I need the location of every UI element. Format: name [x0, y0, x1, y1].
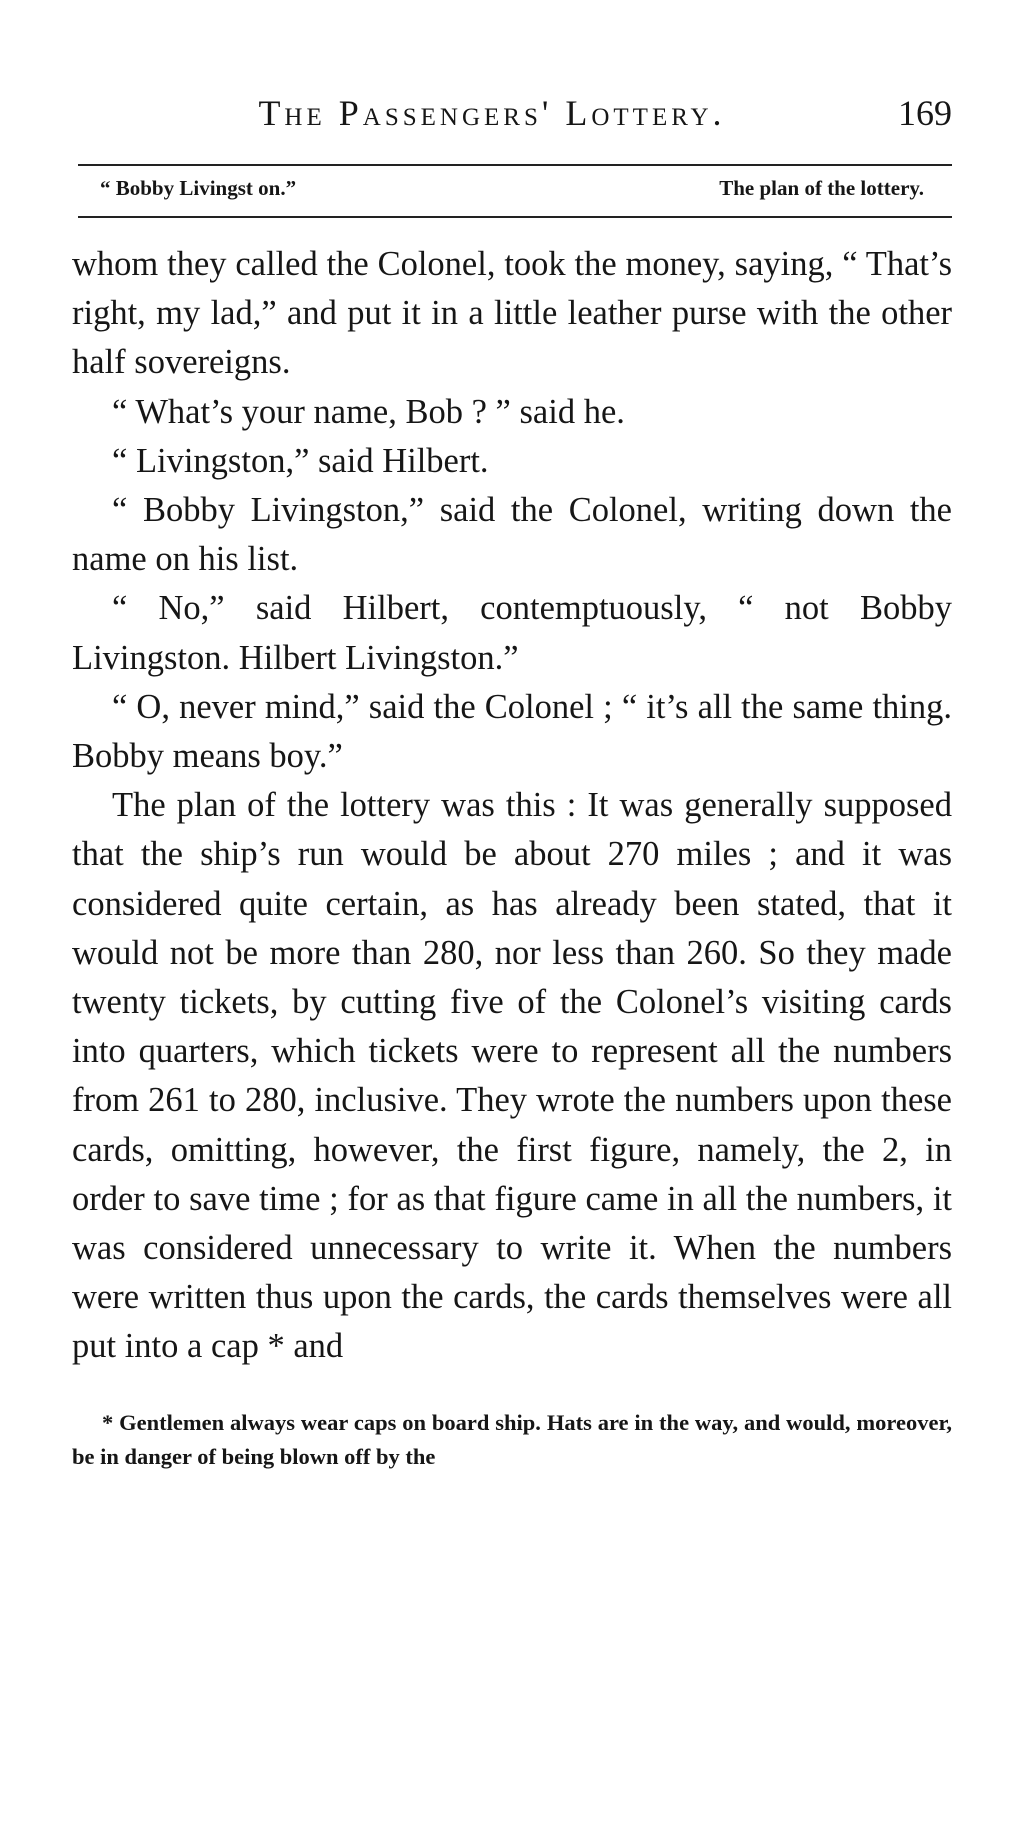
running-title: The Passengers' Lottery. [258, 93, 726, 133]
footnote-text: * Gentlemen always wear caps on board ship. Hats are in the way, and would, moreover, be in danger of being blown off by the [72, 1409, 952, 1469]
paragraph-3: “ Livingston,” said Hilbert. [112, 441, 489, 480]
header-rule-top [78, 164, 952, 166]
header-rule-bottom [78, 216, 952, 218]
paragraph-2: “ What’s your name, Bob ? ” said he. [112, 392, 625, 431]
page-number: 169 [898, 93, 952, 133]
body-text [72, 240, 952, 1372]
paragraph-1: whom they called the Colonel, took the money, saying, “ That’s right, my lad,” and put it in a little leather purse with the other half sovereigns. [72, 245, 952, 382]
subhead-left: “ Bobby Livingst on.” [100, 176, 297, 200]
paragraph-5: “ No,” said Hilbert, contemptuously, “ not Bobby Livingston. Hilbert Livingston.” [72, 589, 952, 677]
footnote [72, 1406, 952, 1474]
subheads [72, 172, 952, 206]
paragraph-7: The plan of the lottery was this : It was generally supposed that the ship’s run would be about 270 miles ; and it was considered quite certain, as has already been stated, that it would not be more than 280, nor less than 260. So they made twenty tickets, by cutting five of the Colonel’s visiting cards into quarters, which tickets were to represent all the numbers from 261 to 280, inclusive. They wrote the numbers upon these cards, omitting, however, the first figure, namely, the 2, in order to save time ; for as that figure came in all the numbers, it was considered unnecessary to write it. When the numbers were written thus upon the cards, the cards themselves were all put into a cap * and [72, 786, 952, 1366]
paragraph-4: “ Bobby Livingston,” said the Colonel, writing down the name on his list. [72, 491, 952, 579]
book-page [72, 92, 952, 1474]
paragraph-6: “ O, never mind,” said the Colonel ; “ it’s all the same thing. Bobby means boy.” [72, 687, 952, 776]
subhead-right: The plan of the lottery. [719, 176, 924, 200]
running-head [72, 92, 952, 142]
